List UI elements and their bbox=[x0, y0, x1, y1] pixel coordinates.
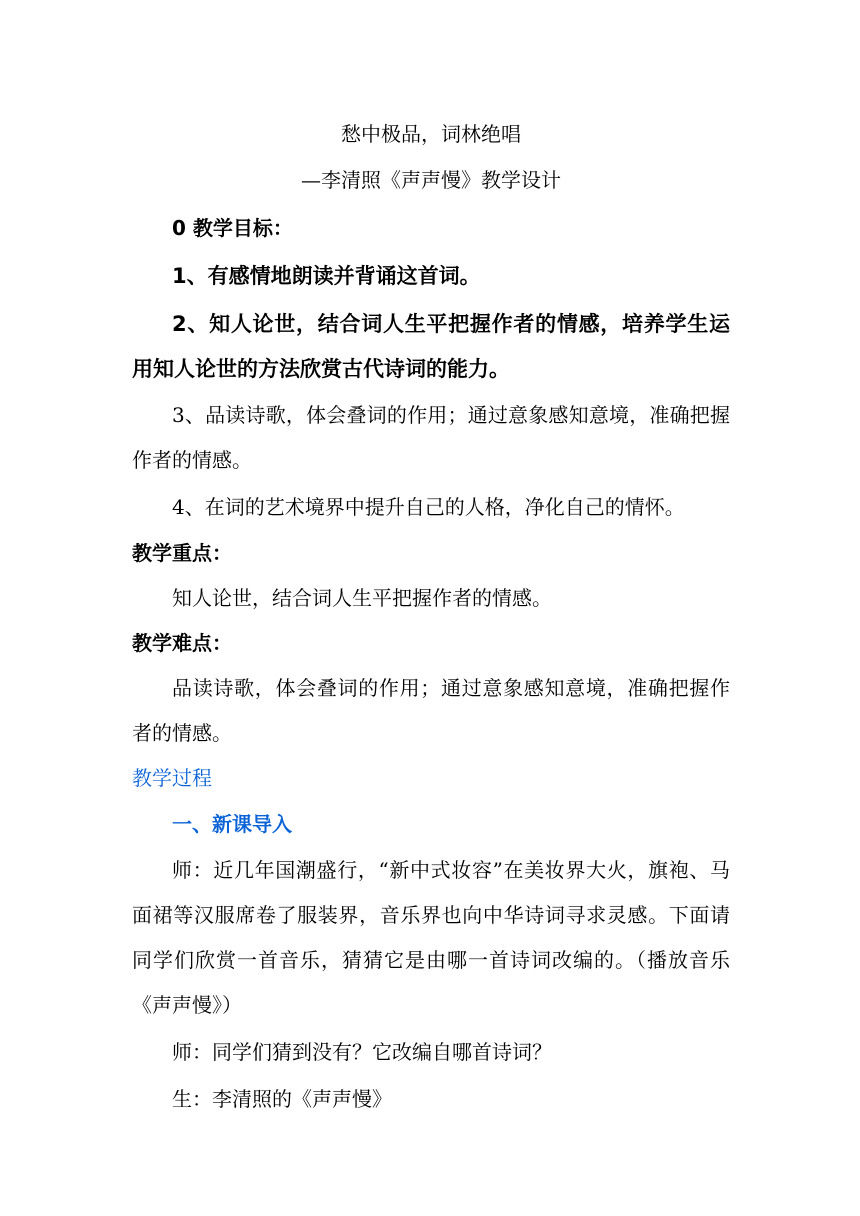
difficulty-heading: 教学难点： bbox=[132, 631, 232, 655]
key-point-heading: 教学重点： bbox=[132, 541, 232, 565]
objective-item-4: 4、在词的艺术境界中提升自己的人格，净化自己的情怀。 bbox=[172, 495, 685, 519]
process-heading: 教学过程 bbox=[132, 766, 212, 790]
difficulty-text: 品读诗歌，体会叠词的作用；通过意象感知意境，准确把握作者的情感。 bbox=[132, 676, 730, 745]
dialogue-line-1: 师：近几年国潮盛行，“新中式妆容”在美妆界大火，旗袍、马面裙等汉服席卷了服装界，音乐界也向中华诗词寻求灵感。下面请同学们欣赏一首音乐，猜猜它是由哪一首诗词改编的。（播放音乐《声声慢》） bbox=[132, 858, 730, 1017]
dialogue-line-3: 生：李清照的《声声慢》 bbox=[172, 1087, 392, 1111]
objectives-heading: 0 教学目标： bbox=[172, 216, 293, 240]
objective-item-3: 3、品读诗歌，体会叠词的作用；通过意象感知意境，准确把握作者的情感。 bbox=[132, 403, 730, 472]
objective-item-2: 2、知人论世，结合词人生平把握作者的情感，培养学生运用知人论世的方法欣赏古代诗词的能力。 bbox=[132, 312, 730, 381]
dialogue-line-2: 师：同学们猜到没有？它改编自哪首诗词？ bbox=[172, 1040, 552, 1064]
document-subtitle: —李清照《声声慢》教学设计 bbox=[301, 168, 561, 192]
objective-item-1: 1、有感情地朗读并背诵这首词。 bbox=[172, 264, 481, 288]
document-body bbox=[132, 112, 730, 1122]
document-title: 愁中极品，词林绝唱 bbox=[341, 122, 521, 146]
section1-heading: 一、新课导入 bbox=[172, 812, 292, 836]
key-point-text: 知人论世，结合词人生平把握作者的情感。 bbox=[172, 586, 552, 610]
